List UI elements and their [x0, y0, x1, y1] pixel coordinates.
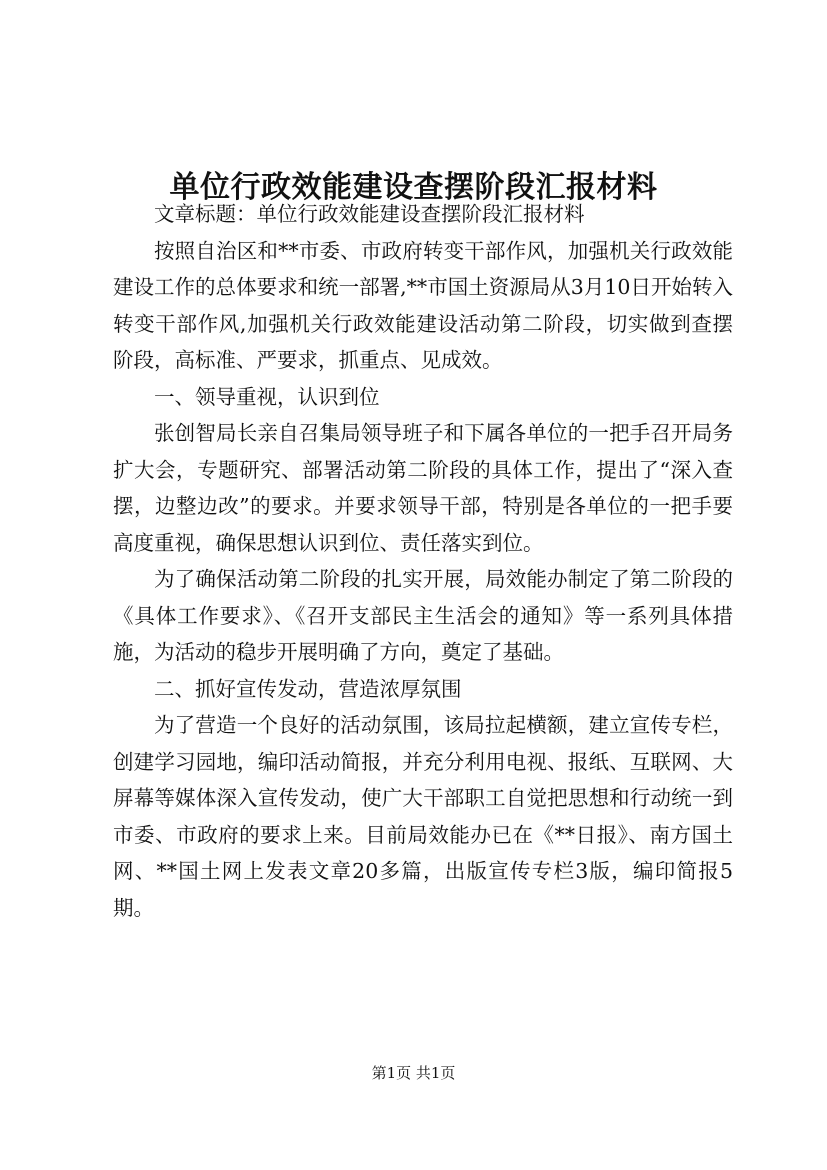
section-heading-2: 二、抓好宣传发动，营造浓厚氛围 [154, 676, 462, 701]
document-title: 单位行政效能建设查摆阶段汇报材料 [169, 170, 658, 206]
section-heading-1: 一、领导重视，认识到位 [154, 384, 380, 409]
document-body [113, 196, 733, 926]
page-footer: 第1页 共1页 [371, 1064, 456, 1082]
body-paragraph: 为了营造一个良好的活动氛围，该局拉起横额，建立宣传专栏，创建学习园地，编印活动简报，并充分利用电视、报纸、互联网、大屏幕等媒体深入宣传发动，使广大干部职工自觉把思想和行动统一到市委、市政府的要求上来。目前局效能办已在《**日报》、南方国土网、**国土网上发表文章20多篇，出版宣传专栏3版，编印简报5期。 [113, 713, 733, 920]
intro-paragraph: 按照自治区和**市委、市政府转变干部作风，加强机关行政效能建设工作的总体要求和统一部署,**市国土资源局从3月10日开始转入转变干部作风,加强机关行政效能建设活动第二阶段，切实做到查摆阶段，高标准、严要求，抓重点、见成效。 [113, 238, 733, 372]
body-paragraph: 张创智局长亲自召集局领导班子和下属各单位的一把手召开局务扩大会，专题研究、部署活动第二阶段的具体工作，提出了“深入查摆，边整边改”的要求。并要求领导干部，特别是各单位的一把手要高度重视，确保思想认识到位、责任落实到位。 [113, 421, 733, 555]
article-title-line: 文章标题：单位行政效能建设查摆阶段汇报材料 [154, 202, 585, 226]
body-paragraph: 为了确保活动第二阶段的扎实开展，局效能办制定了第二阶段的《具体工作要求》、《召开支部民主生活会的通知》等一系列具体措施，为活动的稳步开展明确了方向，奠定了基础。 [113, 567, 733, 664]
